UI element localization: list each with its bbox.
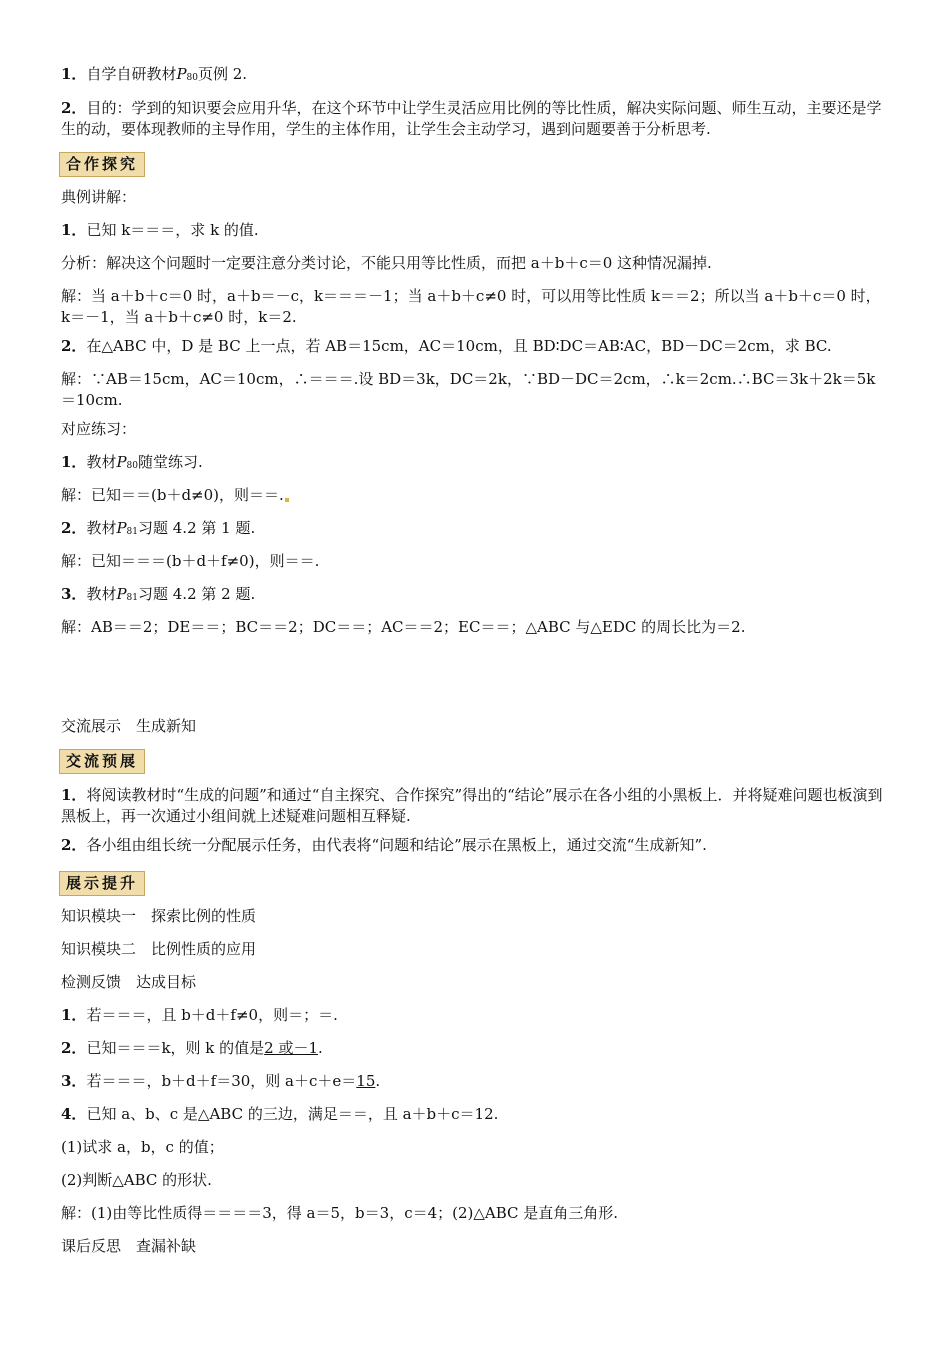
practice-3-solution: 解：AB＝＝2；DE＝＝；BC＝＝2；DC＝＝；AC＝＝2；EC＝＝；△ABC 与△EDC 的周长比为＝2. xyxy=(61,618,746,636)
item-text-tail: 习题 4.2 第 2 题. xyxy=(138,585,256,603)
item-number: 2． xyxy=(61,519,87,537)
item-text: 在△ABC 中，D 是 BC 上一点，若 AB＝15cm，AC＝10cm，且 BD∶DC＝AB∶AC，BD－DC＝2cm，求 BC. xyxy=(86,337,832,355)
item-text: 教材 xyxy=(86,585,117,603)
answer-text: 15 xyxy=(356,1072,376,1090)
item-number: 1． xyxy=(61,1006,87,1024)
example-1-analysis: 分析：解决这个问题时一定要注意分类讨论，不能只用等比性质，而把 a＋b＋c＝0 这种情况漏掉. xyxy=(61,254,712,272)
example-2 xyxy=(61,336,832,357)
page-ref: P xyxy=(176,65,187,83)
item-number: 2． xyxy=(61,836,87,854)
item-number: 1． xyxy=(61,453,87,471)
item-number: 2． xyxy=(61,1039,87,1057)
item-number: 1． xyxy=(61,786,87,804)
practice-1 xyxy=(61,452,203,477)
item-number: 1． xyxy=(61,65,87,83)
reflection-heading: 课后反思 查漏补缺 xyxy=(61,1237,197,1255)
example-2-solution: 解：∵AB＝15cm，AC＝10cm，∴＝＝＝.设 BD＝3k，DC＝2k，∵BD－DC＝2cm，∴k＝2cm.∴BC＝3k＋2k＝5k＝10cm. xyxy=(61,370,876,409)
answer-text: 2 或－1 xyxy=(264,1039,319,1057)
item-text-tail: . xyxy=(375,1072,381,1090)
practice-title: 对应练习： xyxy=(61,420,137,438)
item-text: 教材 xyxy=(86,453,117,471)
practice-1-solution xyxy=(61,485,290,506)
section-heading-exchange: 交流展示 生成新知 xyxy=(61,717,197,735)
exchange-item-1 xyxy=(61,785,887,827)
page-ref-sub: 81 xyxy=(126,527,138,537)
item-text-tail: . xyxy=(318,1039,323,1057)
question-4-part-2: (2)判断△ABC 的形状. xyxy=(61,1171,212,1189)
highlight-mark-icon xyxy=(285,498,289,502)
item-text: 已知＝＝＝k，则 k 的值是 xyxy=(86,1039,265,1057)
section-badge-cooperative-inquiry: 合作探究 xyxy=(59,152,145,177)
knowledge-module-2: 知识模块二 比例性质的应用 xyxy=(61,940,257,958)
intro-item-1 xyxy=(61,64,247,89)
page-ref-sub: 80 xyxy=(126,461,138,471)
item-text: 自学自研教材 xyxy=(86,65,177,83)
question-2 xyxy=(61,1038,323,1059)
section-badge-display-improve: 展示提升 xyxy=(59,871,145,896)
section-badge-exchange-preview: 交流预展 xyxy=(59,749,145,774)
practice-2 xyxy=(61,518,255,543)
item-text: 若＝＝＝，且 b＋d＋f≠0，则＝；＝. xyxy=(86,1006,338,1024)
item-number: 2． xyxy=(61,337,87,355)
item-text: 已知 a、b、c 是△ABC 的三边，满足＝＝，且 a＋b＋c＝12. xyxy=(86,1105,499,1123)
item-text: 教材 xyxy=(86,519,117,537)
question-4-part-1: (1)试求 a，b，c 的值； xyxy=(61,1138,224,1156)
question-4 xyxy=(61,1104,498,1125)
item-text: 已知 k＝＝＝，求 k 的值. xyxy=(86,221,259,239)
question-1 xyxy=(61,1005,338,1026)
item-number: 2． xyxy=(61,99,87,117)
practice-3 xyxy=(61,584,255,609)
item-text-tail: 页例 2. xyxy=(198,65,248,83)
practice-2-solution: 解：已知＝＝＝(b＋d＋f≠0)，则＝＝. xyxy=(61,552,320,570)
item-number: 1． xyxy=(61,221,87,239)
page-ref-sub: 81 xyxy=(126,593,138,603)
example-1 xyxy=(61,220,259,241)
page-ref-sub: 80 xyxy=(186,73,198,83)
item-number: 3． xyxy=(61,585,87,603)
item-number: 4． xyxy=(61,1105,87,1123)
page-ref: P xyxy=(116,519,127,537)
item-text-tail: 随堂练习. xyxy=(138,453,203,471)
exchange-item-2 xyxy=(61,835,707,856)
intro-item-2 xyxy=(61,98,887,140)
item-text: 若＝＝＝，b＋d＋f＝30，则 a＋c＋e＝ xyxy=(86,1072,357,1090)
item-text: 目的：学到的知识要会应用升华，在这个环节中让学生灵活应用比例的等比性质，解决实际问题、师生互动，主要还是学生的动，要体现教师的主导作用，学生的主体作用，让学生会主动学习，遇到问题要善于分析思考. xyxy=(61,99,882,138)
page-ref: P xyxy=(116,585,127,603)
knowledge-module-1: 知识模块一 探索比例的性质 xyxy=(61,907,257,925)
example-1-solution: 解：当 a＋b＋c＝0 时，a＋b＝－c，k＝＝＝－1；当 a＋b＋c≠0 时，可以用等比性质 k＝＝2；所以当 a＋b＋c＝0 时，k＝－1，当 a＋b＋c≠0 时，k＝2. xyxy=(61,287,881,326)
question-4-solution: 解：(1)由等比性质得＝＝＝＝3，得 a＝5，b＝3，c＝4；(2)△ABC 是直角三角形. xyxy=(61,1204,619,1222)
feedback-title: 检测反馈 达成目标 xyxy=(61,973,197,991)
question-3 xyxy=(61,1071,380,1092)
examples-title: 典例讲解： xyxy=(61,188,137,206)
item-number: 3． xyxy=(61,1072,87,1090)
page-ref: P xyxy=(116,453,127,471)
solution-text: 解：已知＝＝(b＋d≠0)，则＝＝. xyxy=(61,486,284,504)
item-text-tail: 习题 4.2 第 1 题. xyxy=(138,519,256,537)
item-text: 将阅读教材时“生成的问题”和通过“自主探究、合作探究”得出的“结论”展示在各小组的小黑板上．并将疑难问题也板演到黑板上，再一次通过小组间就上述疑难问题相互释疑. xyxy=(61,786,883,825)
item-text: 各小组由组长统一分配展示任务，由代表将“问题和结论”展示在黑板上，通过交流“生成新知”. xyxy=(86,836,707,854)
